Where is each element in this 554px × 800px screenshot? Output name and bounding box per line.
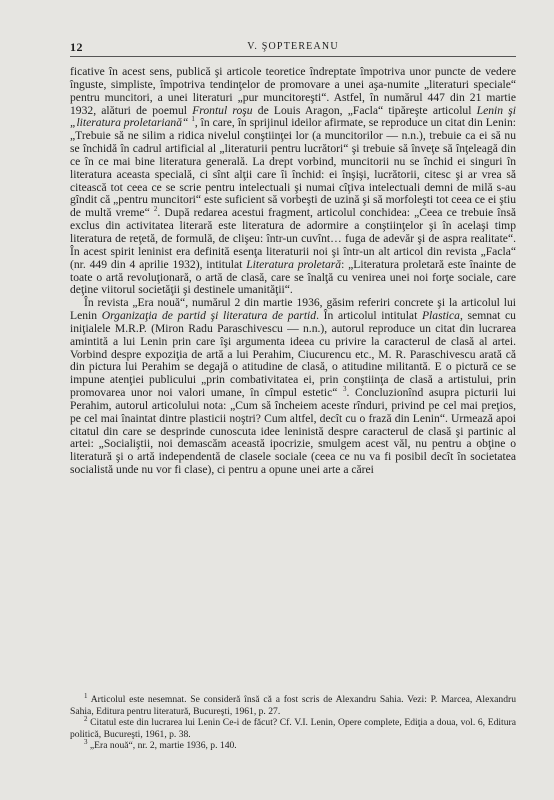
footnote — [70, 740, 516, 752]
text-run: . Concluzionînd asupra picturii lui Perahim, autorul articolului nota: „Cum să încheiem aceste rînduri, privind pe cel mai preţios, pe cel mai înaintat dintre plasticii noştri? Cum altfel, decît cu o frază din Lenin“. Urmează apoi citatul din care se desprinde cunoscuta idee leninistă despre caracterul de clasă şi partinic al artei: „Socialiştii, noi demascăm această ipocrizie, smulgem acest văl, nu pentru a obţine o literatură şi o artă independentă de clasele sociale (ceea ce nu va fi posibil decît în societatea socialistă unde nu vor fi clase), ci pentru a opune unei arte a cărei — [70, 386, 516, 477]
italic-title: Frontul roşu — [192, 103, 253, 117]
text-run: „Era nouă“, nr. 2, martie 1936, p. 140. — [87, 740, 237, 752]
text-run: Citatul este din lucrarea lui Lenin — [87, 717, 223, 729]
text-run: , Ediţia a doua, vol. 6, Editura politică, Bucureşti, 1961, p. 38. — [70, 717, 516, 740]
italic-title: Ce-i de făcut? — [222, 717, 278, 729]
italic-title: Opere complete — [338, 717, 400, 729]
footnote-ref: 3 — [84, 738, 88, 747]
italic-title: Alexandru Sahia — [70, 694, 516, 717]
footnote-ref: 2 — [153, 205, 158, 214]
footnote — [70, 691, 516, 717]
footnote-ref: 1 — [84, 691, 88, 700]
italic-title: Lenin şi „literatura proletariană“ — [70, 103, 516, 130]
text-run: de Louis Aragon, „Facla“ tipăreşte articolul — [252, 103, 477, 117]
italic-title: Organizaţia de partid şi literatura de partid — [101, 309, 317, 323]
page-header — [70, 40, 516, 57]
text-run: În revista „Era nouă“, numărul 2 din martie 1936, găsim referiri concrete şi la articolul lui Lenin — [70, 296, 516, 323]
text-run: Articolul este nesemnat. Se consideră însă că a fost scris de Alexandru Sahia. Vezi: P. Marcea, — [87, 694, 476, 705]
text-run: : „Literatura proletară este înainte de toate o artă revoluţionară, o artă de clasă, care se înalţă cu venirea unei noi forţe sociale, care deţine viitorul societăţii şi destinele umanităţii“. — [70, 257, 516, 297]
running-head: V. ŞOPTEREANU — [247, 41, 339, 52]
text-run: , Editura pentru literatură, Bucureşti, 1961, p. 27. — [91, 705, 281, 717]
footnote — [70, 717, 516, 740]
footnote-ref: 3 — [342, 385, 347, 394]
italic-title: Plastica — [421, 309, 460, 323]
footnote-ref: 2 — [84, 715, 88, 723]
page-number: 12 — [70, 40, 83, 54]
text-run: . După redarea acestui fragment, articolul conchidea: „Ceea ce trebuie însă exclus din activitatea literară este literatura de adormire a conştiinţelor şi în acelaşi timp literatura de reţetă, de formulă, de clişeu: într-un cuvînt… fuga de adevăr şi de aspra realitate“. În acest spirit leninist era definită esenţa literaturii noi şi într-un alt articol din revista „Facla“ (nr. 449 din 4 aprilie 1932), intitulat — [70, 206, 516, 271]
paragraph — [70, 66, 516, 297]
body-text — [70, 66, 516, 477]
text-run: , semnat cu iniţialele M.R.P. (Miron Radu Paraschivescu — n.n.), autorul reproduce un citat din lucrarea amintită a lui Lenin prin care îşi argumenta ideea cu privire la caracterul de clasă al artei. Vorbind despre expoziţia de artă a lui Perahim, Ciucurencu etc., M. R. Paraschivescu arată că din pictura lui Perahim se degajă o atitudine de clasă, o atitudine militantă. E o pictură ce se impune atenţiei publicului „prin combativitatea ei, prin conştiinţa de clasă a artistului, prin promovarea unor noi valori umane, în cîmpul estetic“ — [70, 309, 516, 400]
paragraph — [70, 297, 516, 477]
italic-title: Literatura proletară — [246, 257, 342, 271]
text-run: Cf. V.I. Lenin, — [277, 717, 339, 729]
footnotes — [70, 691, 516, 752]
text-run: ficative în acest sens, publică şi articole teoretice îndreptate împotriva unor puncte de vedere înguste, simpliste, împotriva tendinţelor de promovare a unei aşa-numite „literaturi speciale“ pentru muncitori, a unei literaturi „pur muncitoreşti“. Astfel, în numărul 447 din 21 martie 1932, alături de poemul — [70, 65, 516, 117]
footnote-ref: 1 — [191, 115, 195, 124]
text-run: . În articolul intitulat — [316, 309, 422, 323]
text-run: , în care, în sprijinul ideilor afirmate, se reproduce un citat din Lenin: „Trebuie să ne silim a ridica nivelul conştiinţei lor (a muncitorilor — n.n.), trebuie ca ei să nu se închidă în cadrul artificial al „literaturii pentru lucrători“ şi trebuie să înveţe să înţeleagă din ce în ce mai bine literatura generală. La drept vorbind, muncitorii nu se închid ei singuri în literatura aceasta specială, ci sînt alţii care îi închid: ei înşişi, lucrătorii, citesc şi ar vrea să citească tot ceea ce se scrie pentru intelectuali şi numai cîţiva intelectuali demni de milă s-au gîndit că „pentru muncitori“ este suficient să vorbeşti de uzină şi să morfoleşti tot ceea ce ei ştiu de multă vreme“ — [70, 116, 516, 220]
